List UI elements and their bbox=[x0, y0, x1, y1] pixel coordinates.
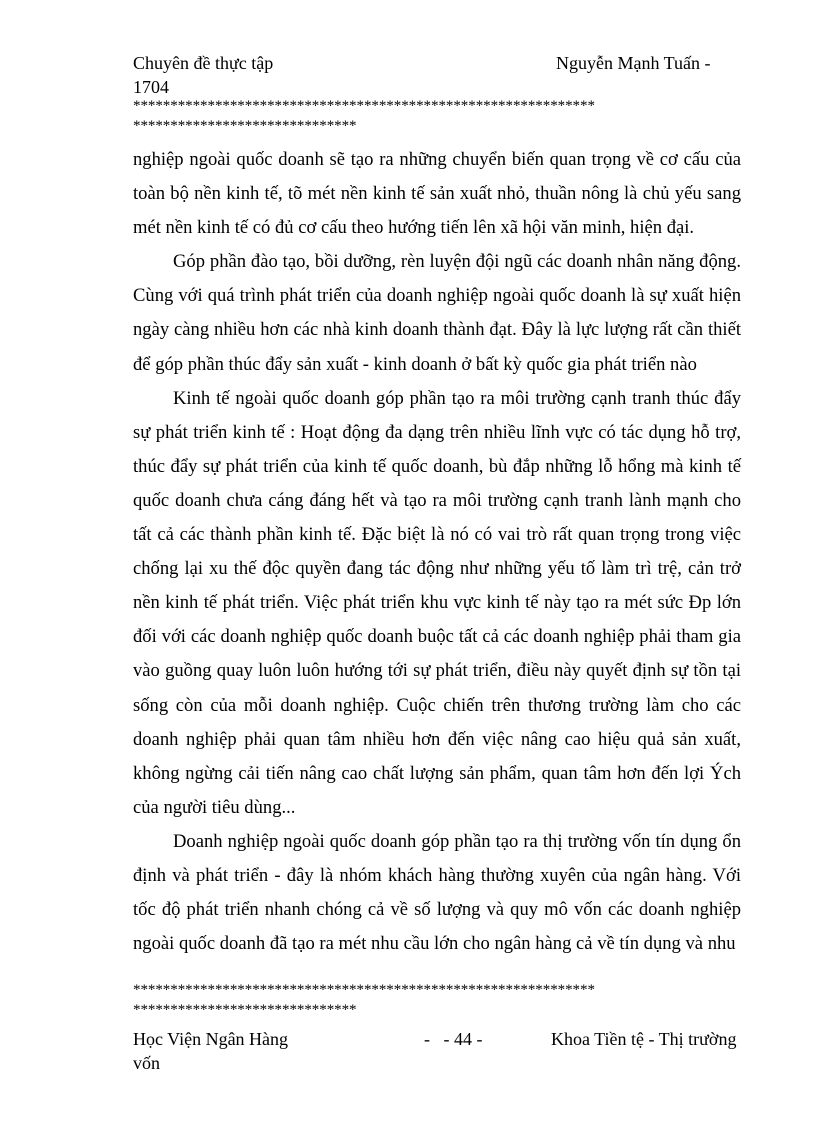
header-separator-line-1: ************************************************************** bbox=[133, 98, 595, 114]
footer-separator-line-1: ************************************************************** bbox=[133, 982, 595, 998]
header-separator-line-2: ****************************** bbox=[133, 118, 357, 134]
paragraph-2: Góp phần đào tạo, bồi dưỡng, rèn luyện đội ngũ các doanh nhân năng động. Cùng với quá trình phát triển của doanh nghiệp ngoài quốc doanh là sự xuất hiện ngày càng nhiều hơn các nhà kinh doanh thành đạt. Đây là lực lượng rất cần thiết để góp phần thúc đẩy sản xuất - kinh doanh ở bất kỳ quốc gia phát triển nào bbox=[133, 251, 741, 375]
footer-separator-line-2: ****************************** bbox=[133, 1002, 357, 1018]
header-author-continuation: 1704 bbox=[133, 77, 169, 97]
header-author: Nguyễn Mạnh Tuấn - bbox=[556, 53, 711, 73]
body-text bbox=[133, 143, 741, 961]
footer-department: Khoa Tiền tệ - Thị trường bbox=[551, 1029, 737, 1049]
paragraph-4: Doanh nghiệp ngoài quốc doanh góp phần tạo ra thị trường vốn tín dụng ổn định và phát triển - đây là nhóm khách hàng thường xuyên của ngân hàng. Với tốc độ phát triển nhanh chóng cả về số lượng và quy mô vốn các doanh nghiệp ngoài quốc doanh đã tạo ra mét nhu cầu lớn cho ngân hàng cả về tín dụng và nhu bbox=[133, 830, 741, 955]
header-title: Chuyên đề thực tập bbox=[133, 53, 274, 73]
paragraph-3: Kinh tế ngoài quốc doanh góp phần tạo ra môi trường cạnh tranh thúc đẩy sự phát triển kinh tế : Hoạt động đa dạng trên nhiều lĩnh vực có tác dụng hỗ trợ, thúc đẩy sự phát triển của kinh tế quốc doanh, bù đắp những lỗ hổng mà kinh tế quốc doanh chưa cáng đáng hết và tạo ra môi trường cạnh tranh lành mạnh cho tất cả các thành phần kinh tế. Đặc biệt là nó có vai trò rất quan trọng trong việc chống lại xu thế độc quyền đang tác động như những yếu tố làm trì trệ, cản trở nền kinh tế phát triển. Việc phát triển khu vực kinh tế này tạo ra mét sức Ðp lớn đối với các doanh nghiệp quốc doanh buộc tất cả các doanh nghiệp phải tham gia vào guồng quay luôn luôn hướng tới sự phát triển, điều này quyết định sự tồn tại sống còn của mỗi doanh nghiệp. Cuộc chiến trên thương trường làm cho các doanh nghiệp phải quan tâm nhiều hơn đến việc nâng cao hiệu quả sản xuất, không ngừng cải tiến nâng cao chất lượng sản phẩm, quan tâm hơn đến lợi Ých của người tiêu dùng... bbox=[133, 387, 741, 818]
footer-institution: Học Viện Ngân Hàng bbox=[133, 1029, 289, 1049]
page-number: - - 44 - bbox=[424, 1029, 483, 1049]
footer-department-continuation: vốn bbox=[133, 1053, 160, 1073]
paragraph-1: nghiệp ngoài quốc doanh sẽ tạo ra những chuyển biến quan trọng về cơ cấu của toàn bộ nền kinh tế, tõ mét nền kinh tế sản xuất nhỏ, thuần nông là chủ yếu sang mét nền kinh tế có đủ cơ cấu theo hướng tiến lên xã hội văn minh, hiện đại. bbox=[133, 149, 741, 239]
